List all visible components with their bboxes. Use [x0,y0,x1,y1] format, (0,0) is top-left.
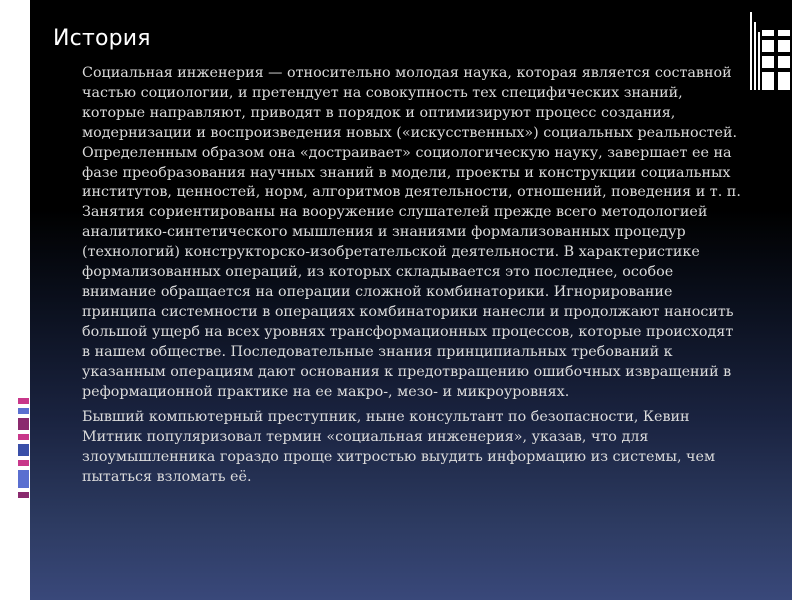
slide-title: История [53,26,151,51]
left-gutter [0,0,30,600]
grid-decoration [750,12,800,92]
paragraph-social-engineering: Социальная инженерия — относительно молодая наука, которая является составной частью социологии, и претендует на совокупность тех специфических знаний, которые направляют, приводят в порядок и оптимизируют процесс создания, модернизации и воспроизведения новых («искусственных») социальных реальностей. Определенным образом она «достраивает» социологическую науку, завершает ее на фазе преобразования научных знаний в модели, проекты и конструкции социальных институтов, ценностей, норм, алгоритмов деятельности, отношений, поведения и т. п. Занятия сориентированы на вооружение слушателей прежде всего методологией аналитико-синтетического мышления и знаниями формализованных процедур (технологий) конструкторско-изобретательской деятельности. В характеристике формализованных операций, из которых складывается это последнее, особое внимание обращается на операции сложной комбинаторики. Игнорирование принципа системности в операциях комбинаторики нанесли и продолжают наносить большой ущерб на всех уровнях трансформационных процессов, которые происходят в нашем обществе. Последовательные знания принципиальных требований к указанным операциям дают основания к предотвращению ошибочных извращений в реформационной практике на ее макро-, мезо- и микроуровнях. [82,65,741,400]
paragraph-mitnick: Бывший компьютерный преступник, ныне консультант по безопасности, Кевин Митник популяризовал термин «социальная инженерия», указав, что для злоумышленника гораздо проще хитростью выудить информацию из системы, чем пытаться взломать её. [82,409,716,486]
slide-body [82,64,742,488]
